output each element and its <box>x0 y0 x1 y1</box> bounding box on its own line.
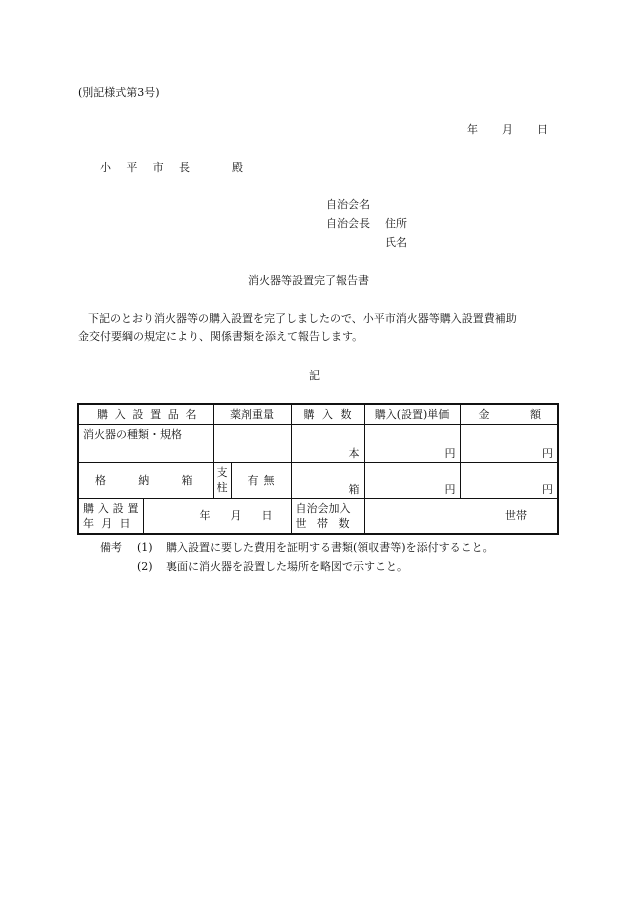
box-quantity-cell[interactable]: 箱 <box>291 462 364 498</box>
header-item-name: 購 入 設 置 品 名 <box>78 404 213 424</box>
document-title: 消火器等設置完了報告書 <box>248 274 369 287</box>
addressee-name <box>100 161 190 175</box>
table-row-date <box>78 498 558 534</box>
note-number: (2) <box>137 560 153 573</box>
table-row-box <box>78 462 558 498</box>
body-text-line-2: 金交付要綱の規定により、関係書類を添えて報告します。 <box>78 330 364 343</box>
form-number: (別記様式第3号) <box>78 86 160 99</box>
ki-heading: 記 <box>309 369 320 382</box>
association-name-label: 自治会名 <box>326 198 370 211</box>
member-households-label: 自治会加入 世 帯 数 <box>291 498 364 534</box>
association-chair-label: 自治会長 <box>326 217 370 230</box>
date-line <box>467 123 548 137</box>
box-unit-price-cell[interactable]: 円 <box>364 462 460 498</box>
box-amount-cell[interactable]: 円 <box>460 462 558 498</box>
agent-weight-cell[interactable] <box>213 424 291 462</box>
extinguisher-type-label: 消火器の種類・規格 <box>78 424 213 462</box>
addressee-char: 市 <box>152 161 164 174</box>
header-agent-weight: 薬剤重量 <box>213 404 291 424</box>
note-number: (1) <box>137 541 153 554</box>
header-amount: 金 額 <box>460 404 558 424</box>
storage-box-label: 格 納 箱 <box>78 462 213 498</box>
extinguisher-quantity-cell[interactable]: 本 <box>291 424 364 462</box>
addressee-char: 小 <box>100 161 111 174</box>
purchase-date-cell[interactable]: 年 月 日 <box>143 498 291 534</box>
date-month-label: 月 <box>502 123 513 136</box>
report-table <box>77 403 559 535</box>
addressee-char: 長 <box>178 161 190 174</box>
date-day-label: 日 <box>537 123 548 136</box>
addressee-char: 平 <box>126 161 138 174</box>
extinguisher-unit-price-cell[interactable]: 円 <box>364 424 460 462</box>
address-label: 住所 <box>385 217 407 230</box>
notes-label: 備考 <box>100 541 122 554</box>
table-header-row <box>78 404 558 424</box>
header-quantity: 購 入 数 <box>291 404 364 424</box>
extinguisher-amount-cell[interactable]: 円 <box>460 424 558 462</box>
note-text: 購入設置に要した費用を証明する書類(領収書等)を添付すること。 <box>166 541 494 554</box>
addressee-honorific: 殿 <box>232 161 243 174</box>
member-households-cell[interactable]: 世帯 <box>364 498 558 534</box>
name-label: 氏名 <box>385 236 407 249</box>
date-year-label: 年 <box>467 123 478 136</box>
table-row-extinguisher <box>78 424 558 462</box>
note-text: 裏面に消火器を設置した場所を略図で示すこと。 <box>166 560 408 573</box>
support-pole-label: 支 柱 <box>213 462 231 498</box>
purchase-date-label: 購 入 設 置 年 月 日 <box>78 498 143 534</box>
header-unit-price: 購入(設置)単価 <box>364 404 460 424</box>
support-presence-cell[interactable]: 有 無 <box>231 462 291 498</box>
body-text-line-1: 下記のとおり消火器等の購入設置を完了しましたので、小平市消火器等購入設置費補助 <box>88 312 517 325</box>
